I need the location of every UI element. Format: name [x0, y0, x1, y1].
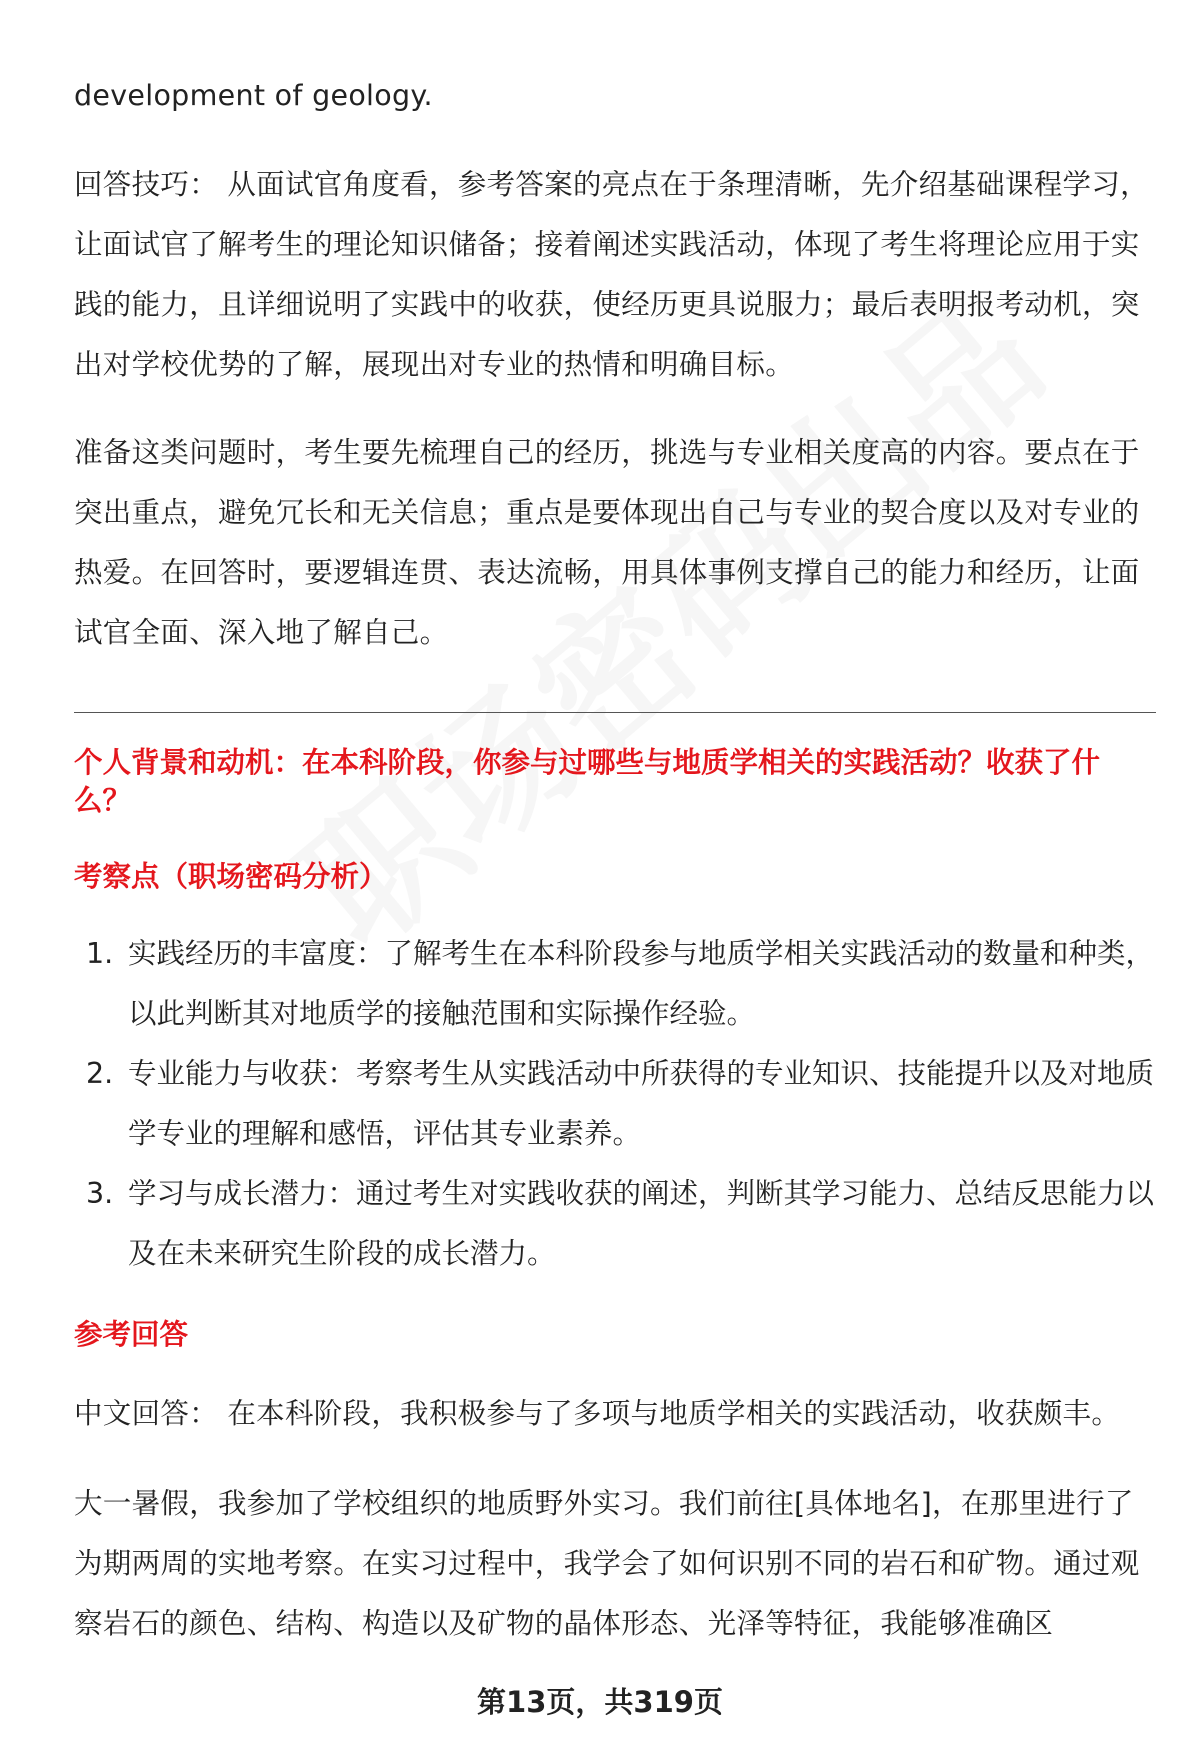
- list-item: [74, 1164, 1156, 1284]
- page-number-footer: 第13页，共319页: [477, 1685, 723, 1719]
- list-item: [74, 924, 1156, 1044]
- list-item-number: 3.: [86, 1177, 114, 1210]
- list-item: [74, 1044, 1156, 1164]
- list-item-text: 学习与成长潜力：通过考生对实践收获的阐述，判断其学习能力、总结反思能力以及在未来研究生阶段的成长潜力。: [128, 1177, 1155, 1270]
- list-item-number: 2.: [86, 1057, 114, 1090]
- list-item-text: 专业能力与收获：考察考生从实践活动中所获得的专业知识、技能提升以及对地质学专业的理解和感悟，评估其专业素养。: [128, 1057, 1155, 1150]
- answer-tips-paragraph: 回答技巧： 从面试官角度看，参考答案的亮点在于条理清晰，先介绍基础课程学习，让面试官了解考生的理论知识储备；接着阐述实践活动，体现了考生将理论应用于实践的能力，且详细说明了实践中的收获，使经历更具说服力；最后表明报考动机，突出对学校优势的了解，展现出对专业的热情和明确目标。: [74, 168, 1149, 381]
- preparation-paragraph: 准备这类问题时，考生要先梳理自己的经历，挑选与专业相关度高的内容。要点在于突出重点，避免冗长和无关信息；重点是要体现出自己与专业的契合度以及对专业的热爱。在回答时，要逻辑连贯、表达流畅，用具体事例支撑自己的能力和经历，让面试官全面、深入地了解自己。: [74, 436, 1140, 649]
- list-item-text: 实践经历的丰富度：了解考生在本科阶段参与地质学相关实践活动的数量和种类，以此判断其对地质学的接触范围和实际操作经验。: [128, 937, 1155, 1030]
- reference-answer-title: 参考回答: [74, 1318, 189, 1351]
- summer-internship-paragraph: 大一暑假，我参加了学校组织的地质野外实习。我们前往[具体地名]，在那里进行了为期两周的实地考察。在实习过程中，我学会了如何识别不同的岩石和矿物。通过观察岩石的颜色、结构、构造以及矿物的晶体形态、光泽等特征，我能够准确区: [74, 1487, 1140, 1640]
- assessment-points-title: 考察点（职场密码分析）: [74, 860, 388, 893]
- section-divider: [74, 712, 1156, 713]
- assessment-points-list: [74, 924, 1156, 1284]
- list-item-number: 1.: [86, 937, 114, 970]
- question-heading: 个人背景和动机：在本科阶段，你参与过哪些与地质学相关的实践活动？收获了什么？: [74, 746, 1101, 817]
- continued-text-line: development of geology.: [74, 79, 433, 112]
- chinese-answer-paragraph: 中文回答： 在本科阶段，我积极参与了多项与地质学相关的实践活动，收获颇丰。: [74, 1397, 1121, 1430]
